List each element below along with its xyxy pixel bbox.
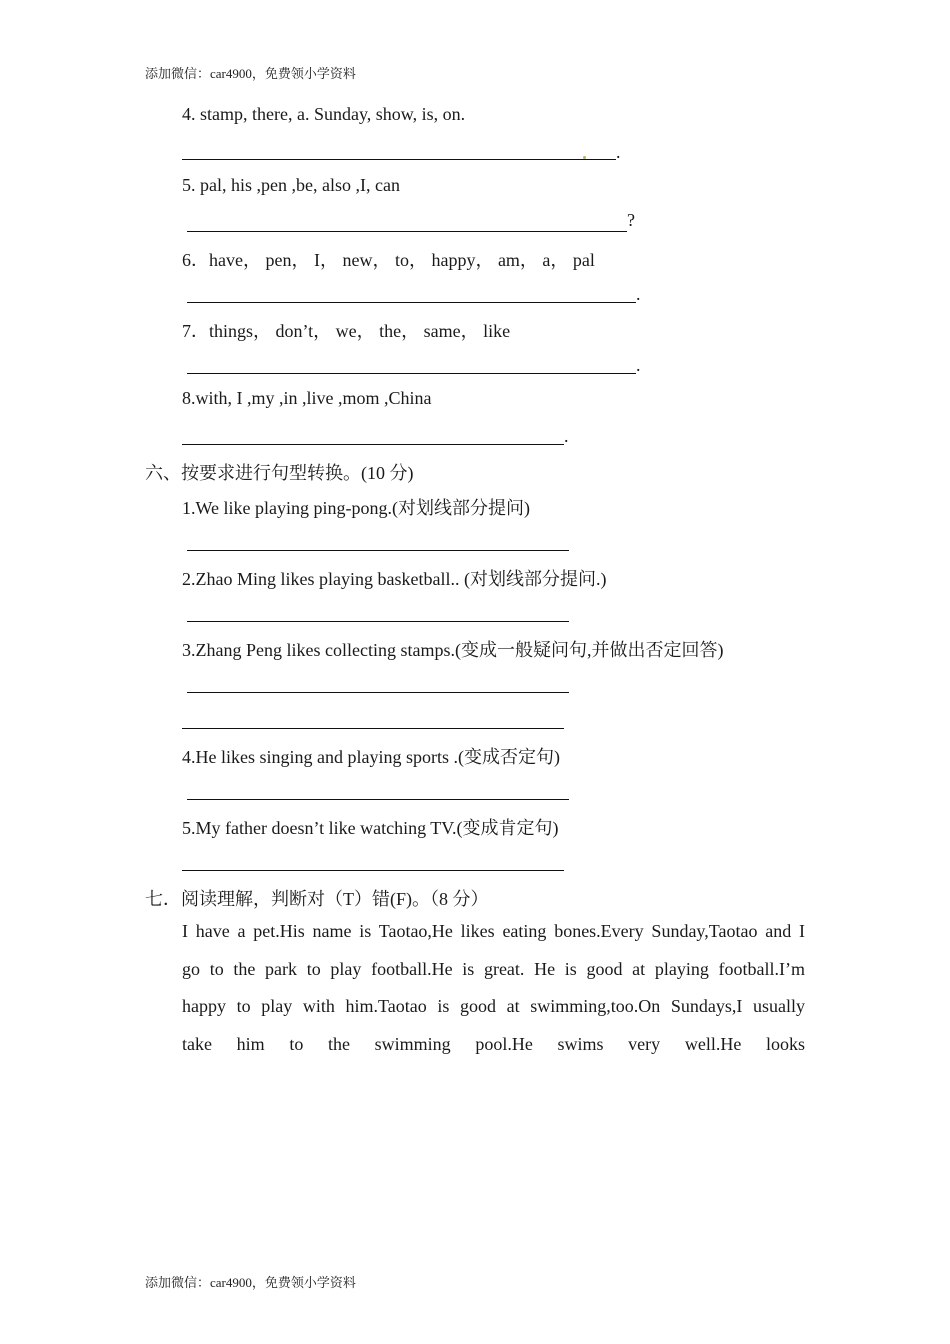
question-4-prompt: 4. stamp, there, a. Sunday, show, is, on. <box>182 104 466 124</box>
answer-line-7-end: . <box>636 355 641 375</box>
question-7-prompt: 7．things， don’t， we， the， same， like <box>182 321 511 341</box>
s6-question-5: 5.My father doesn’t like watching TV.(变成肯定句) <box>182 818 559 838</box>
answer-line-6-end: . <box>636 284 641 304</box>
passage-line: happy to play with him.Taotao is good at swimming,too.On Sundays,I usually <box>182 996 805 1016</box>
passage-line: go to the park to play football.He is great. He is good at playing football.I’m <box>182 958 805 979</box>
answer-line-7[interactable] <box>187 373 636 374</box>
question-8-prompt: 8.with, I ,my ,in ,live ,mom ,China <box>182 388 432 408</box>
answer-line-4-end: . <box>616 142 621 162</box>
answer-line-5-end: ? <box>627 210 635 230</box>
question-6-prompt: 6．have， pen， I， new， to， happy， am， a， pal <box>182 250 595 270</box>
s6-question-3: 3.Zhang Peng likes collecting stamps.(变成一般疑问句,并做出否定回答) <box>182 640 724 660</box>
s6-question-4: 4.He likes singing and playing sports .(变成否定句) <box>182 747 560 767</box>
stray-mark <box>583 156 586 159</box>
answer-line-5[interactable] <box>187 231 627 232</box>
s6-answer-line-3a[interactable] <box>187 692 569 693</box>
question-5-prompt: 5. pal, his ,pen ,be, also ,I, can <box>182 175 400 195</box>
answer-line-8[interactable] <box>182 444 564 445</box>
passage-line: I have a pet.His name is Taotao,He likes eating bones.Every Sunday,Taotao and I <box>182 921 805 941</box>
footer-watermark: 添加微信：car4900，免费领小学资料 <box>145 1275 356 1290</box>
section-7-title: 七．阅读理解，判断对（T）错(F)。（8 分） <box>145 889 489 909</box>
answer-line-8-end: . <box>564 426 569 446</box>
answer-line-4[interactable] <box>182 159 616 160</box>
s6-question-2: 2.Zhao Ming likes playing basketball.. (对划线部分提问.) <box>182 569 607 589</box>
s6-answer-line-2[interactable] <box>187 621 569 622</box>
s6-answer-line-3b[interactable] <box>182 728 564 729</box>
s6-answer-line-5[interactable] <box>182 870 564 871</box>
reading-passage <box>182 913 805 1063</box>
section-6-title: 六、按要求进行句型转换。(10 分) <box>145 463 414 483</box>
header-watermark: 添加微信：car4900，免费领小学资料 <box>145 66 356 81</box>
s6-answer-line-4[interactable] <box>187 799 569 800</box>
passage-line: take him to the swimming pool.He swims very well.He looks <box>182 1033 805 1054</box>
s6-answer-line-1[interactable] <box>187 550 569 551</box>
answer-line-6[interactable] <box>187 302 636 303</box>
s6-question-1: 1.We like playing ping-pong.(对划线部分提问) <box>182 498 531 518</box>
